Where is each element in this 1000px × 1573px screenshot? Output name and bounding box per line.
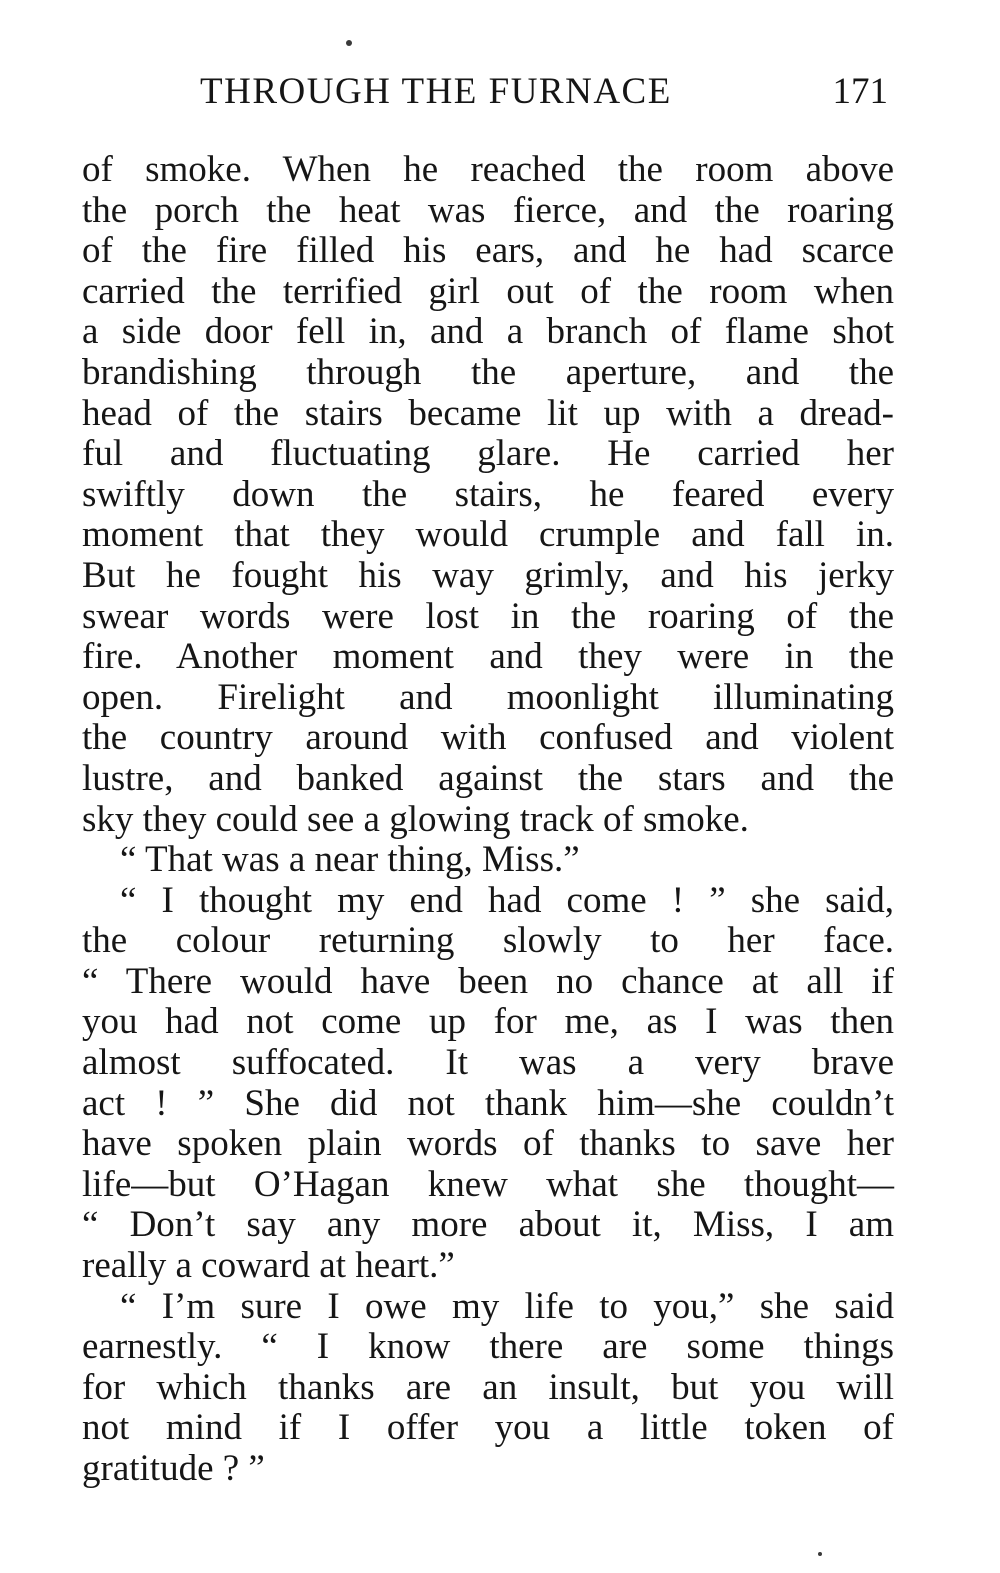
text-line: the colour returning slowly to her face.	[82, 920, 894, 962]
text-line: swiftly down the stairs, he feared every	[82, 473, 894, 515]
ink-speck	[346, 40, 352, 46]
text-line: “ I thought my end had come ! ” she said,	[120, 879, 894, 921]
text-line: carried the terrified girl out of the room when	[82, 270, 894, 312]
text-line: of smoke. When he reached the room above	[82, 149, 894, 190]
text-line: But he fought his way grimly, and his jerky	[82, 554, 894, 596]
text-line: fire. Another moment and they were in the	[82, 636, 894, 678]
text-line: swear words were lost in the roaring of the	[82, 595, 894, 637]
text-line: you had not come up for me, as I was then	[82, 1001, 894, 1043]
text-line: ful and fluctuating glare. He carried her	[82, 433, 894, 475]
text-line: moment that they would crumple and fall in.	[82, 514, 894, 556]
text-line: life—but O’Hagan knew what she thought—	[82, 1163, 894, 1205]
body-text	[82, 150, 894, 1490]
text-line: brandishing through the aperture, and the	[82, 351, 894, 393]
text-line: “ Don’t say any more about it, Miss, I am	[82, 1204, 894, 1246]
text-line: head of the stairs became lit up with a dread-	[82, 392, 894, 434]
text-line: not mind if I offer you a little token of	[82, 1407, 894, 1449]
text-line: lustre, and banked against the stars and the	[82, 757, 894, 799]
page-number: 171	[832, 71, 888, 112]
text-line: the porch the heat was fierce, and the roaring	[82, 189, 894, 231]
text-line: open. Firelight and moonlight illuminating	[82, 676, 894, 718]
text-line: sky they could see a glowing track of smoke.	[82, 798, 749, 840]
text-line: have spoken plain words of thanks to save her	[82, 1123, 894, 1165]
text-line: a side door fell in, and a branch of flame shot	[82, 311, 894, 353]
page-header	[200, 70, 900, 120]
running-title: THROUGH THE FURNACE	[200, 71, 672, 112]
text-line: “ There would have been no chance at all if	[82, 960, 894, 1002]
text-line: “ That was a near thing, Miss.”	[120, 839, 580, 881]
text-line: of the fire filled his ears, and he had scarce	[82, 230, 894, 272]
text-line: almost suffocated. It was a very brave	[82, 1042, 894, 1084]
text-line: gratitude ? ”	[82, 1448, 265, 1489]
text-line: act ! ” She did not thank him—she couldn’t	[82, 1082, 894, 1124]
text-line: for which thanks are an insult, but you will	[82, 1366, 894, 1408]
text-line: the country around with confused and violent	[82, 717, 894, 759]
ink-speck	[818, 1552, 822, 1556]
text-line: really a coward at heart.”	[82, 1245, 455, 1287]
text-line: “ I’m sure I owe my life to you,” she said	[120, 1285, 894, 1327]
text-line: earnestly. “ I know there are some things	[82, 1326, 894, 1368]
